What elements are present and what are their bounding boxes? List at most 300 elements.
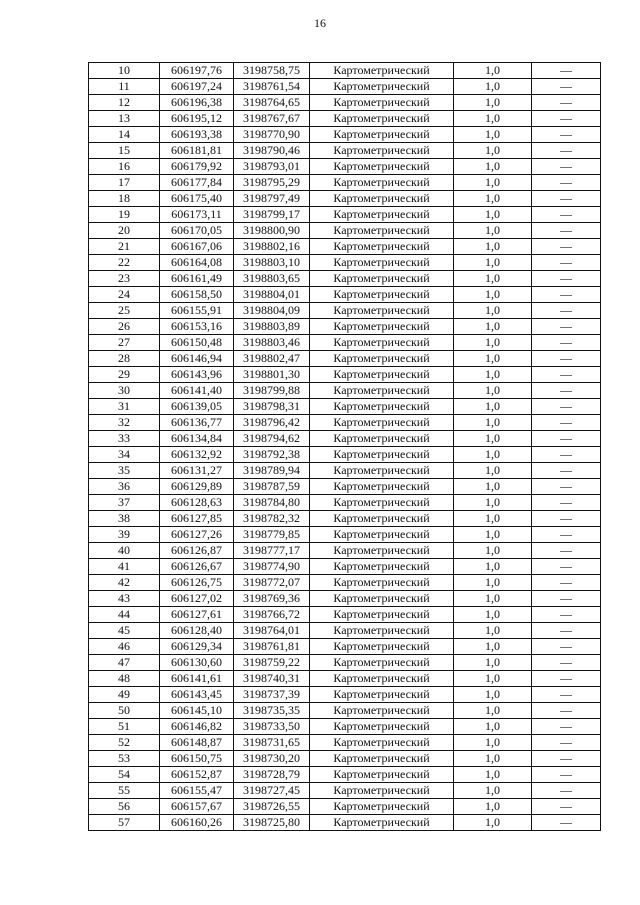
y-coordinate-cell: 3198789,94	[234, 463, 310, 479]
method-cell: Картометрический	[310, 735, 454, 751]
description-cell: —	[532, 703, 601, 719]
table-row	[89, 159, 601, 175]
description-cell: —	[532, 543, 601, 559]
description-cell: —	[532, 399, 601, 415]
table-row	[89, 543, 601, 559]
description-cell: —	[532, 575, 601, 591]
accuracy-cell: 1,0	[454, 639, 532, 655]
table-row	[89, 191, 601, 207]
description-cell: —	[532, 79, 601, 95]
accuracy-cell: 1,0	[454, 815, 532, 831]
x-coordinate-cell: 606130,60	[160, 655, 234, 671]
point-number-cell: 18	[89, 191, 160, 207]
x-coordinate-cell: 606157,67	[160, 799, 234, 815]
method-cell: Картометрический	[310, 399, 454, 415]
description-cell: —	[532, 223, 601, 239]
description-cell: —	[532, 367, 601, 383]
description-cell: —	[532, 479, 601, 495]
method-cell: Картометрический	[310, 559, 454, 575]
method-cell: Картометрический	[310, 271, 454, 287]
table-row	[89, 607, 601, 623]
y-coordinate-cell: 3198772,07	[234, 575, 310, 591]
point-number-cell: 46	[89, 639, 160, 655]
x-coordinate-cell: 606128,40	[160, 623, 234, 639]
x-coordinate-cell: 606143,45	[160, 687, 234, 703]
description-cell: —	[532, 255, 601, 271]
method-cell: Картометрический	[310, 207, 454, 223]
x-coordinate-cell: 606158,50	[160, 287, 234, 303]
method-cell: Картометрический	[310, 751, 454, 767]
accuracy-cell: 1,0	[454, 239, 532, 255]
method-cell: Картометрический	[310, 639, 454, 655]
table-row	[89, 95, 601, 111]
y-coordinate-cell: 3198777,17	[234, 543, 310, 559]
point-number-cell: 19	[89, 207, 160, 223]
x-coordinate-cell: 606170,05	[160, 223, 234, 239]
point-number-cell: 34	[89, 447, 160, 463]
method-cell: Картометрический	[310, 799, 454, 815]
accuracy-cell: 1,0	[454, 255, 532, 271]
x-coordinate-cell: 606197,76	[160, 63, 234, 79]
x-coordinate-cell: 606129,34	[160, 639, 234, 655]
point-number-cell: 12	[89, 95, 160, 111]
x-coordinate-cell: 606153,16	[160, 319, 234, 335]
point-number-cell: 25	[89, 303, 160, 319]
method-cell: Картометрический	[310, 687, 454, 703]
y-coordinate-cell: 3198804,09	[234, 303, 310, 319]
x-coordinate-cell: 606143,96	[160, 367, 234, 383]
accuracy-cell: 1,0	[454, 143, 532, 159]
method-cell: Картометрический	[310, 335, 454, 351]
x-coordinate-cell: 606195,12	[160, 111, 234, 127]
point-number-cell: 11	[89, 79, 160, 95]
point-number-cell: 49	[89, 687, 160, 703]
y-coordinate-cell: 3198803,89	[234, 319, 310, 335]
table-row	[89, 287, 601, 303]
point-number-cell: 39	[89, 527, 160, 543]
description-cell: —	[532, 687, 601, 703]
y-coordinate-cell: 3198802,47	[234, 351, 310, 367]
point-number-cell: 47	[89, 655, 160, 671]
x-coordinate-cell: 606175,40	[160, 191, 234, 207]
x-coordinate-cell: 606132,92	[160, 447, 234, 463]
point-number-cell: 20	[89, 223, 160, 239]
description-cell: —	[532, 271, 601, 287]
x-coordinate-cell: 606181,81	[160, 143, 234, 159]
method-cell: Картометрический	[310, 111, 454, 127]
x-coordinate-cell: 606127,61	[160, 607, 234, 623]
method-cell: Картометрический	[310, 63, 454, 79]
table-row	[89, 319, 601, 335]
accuracy-cell: 1,0	[454, 735, 532, 751]
method-cell: Картометрический	[310, 159, 454, 175]
table-row	[89, 351, 601, 367]
method-cell: Картометрический	[310, 479, 454, 495]
description-cell: —	[532, 655, 601, 671]
point-number-cell: 16	[89, 159, 160, 175]
table-row	[89, 415, 601, 431]
accuracy-cell: 1,0	[454, 207, 532, 223]
y-coordinate-cell: 3198787,59	[234, 479, 310, 495]
point-number-cell: 29	[89, 367, 160, 383]
y-coordinate-cell: 3198779,85	[234, 527, 310, 543]
x-coordinate-cell: 606196,38	[160, 95, 234, 111]
y-coordinate-cell: 3198730,20	[234, 751, 310, 767]
method-cell: Картометрический	[310, 255, 454, 271]
method-cell: Картометрический	[310, 415, 454, 431]
y-coordinate-cell: 3198761,54	[234, 79, 310, 95]
table-row	[89, 703, 601, 719]
method-cell: Картометрический	[310, 671, 454, 687]
method-cell: Картометрический	[310, 575, 454, 591]
table-row	[89, 479, 601, 495]
table-row	[89, 719, 601, 735]
table-row	[89, 815, 601, 831]
point-number-cell: 43	[89, 591, 160, 607]
point-number-cell: 32	[89, 415, 160, 431]
accuracy-cell: 1,0	[454, 399, 532, 415]
x-coordinate-cell: 606173,11	[160, 207, 234, 223]
y-coordinate-cell: 3198803,46	[234, 335, 310, 351]
point-number-cell: 42	[89, 575, 160, 591]
point-number-cell: 56	[89, 799, 160, 815]
accuracy-cell: 1,0	[454, 191, 532, 207]
x-coordinate-cell: 606139,05	[160, 399, 234, 415]
accuracy-cell: 1,0	[454, 591, 532, 607]
accuracy-cell: 1,0	[454, 95, 532, 111]
table-row	[89, 735, 601, 751]
y-coordinate-cell: 3198794,62	[234, 431, 310, 447]
y-coordinate-cell: 3198792,38	[234, 447, 310, 463]
accuracy-cell: 1,0	[454, 671, 532, 687]
accuracy-cell: 1,0	[454, 687, 532, 703]
method-cell: Картометрический	[310, 623, 454, 639]
table-row	[89, 207, 601, 223]
method-cell: Картометрический	[310, 303, 454, 319]
table-row	[89, 623, 601, 639]
table-body	[89, 63, 601, 831]
accuracy-cell: 1,0	[454, 79, 532, 95]
x-coordinate-cell: 606126,87	[160, 543, 234, 559]
method-cell: Картометрический	[310, 783, 454, 799]
description-cell: —	[532, 607, 601, 623]
point-number-cell: 28	[89, 351, 160, 367]
description-cell: —	[532, 495, 601, 511]
y-coordinate-cell: 3198797,49	[234, 191, 310, 207]
point-number-cell: 33	[89, 431, 160, 447]
accuracy-cell: 1,0	[454, 447, 532, 463]
description-cell: —	[532, 511, 601, 527]
x-coordinate-cell: 606152,87	[160, 767, 234, 783]
accuracy-cell: 1,0	[454, 351, 532, 367]
y-coordinate-cell: 3198735,35	[234, 703, 310, 719]
method-cell: Картометрический	[310, 223, 454, 239]
method-cell: Картометрический	[310, 239, 454, 255]
table-row	[89, 799, 601, 815]
point-number-cell: 10	[89, 63, 160, 79]
x-coordinate-cell: 606160,26	[160, 815, 234, 831]
y-coordinate-cell: 3198758,75	[234, 63, 310, 79]
table-row	[89, 767, 601, 783]
method-cell: Картометрический	[310, 495, 454, 511]
method-cell: Картометрический	[310, 463, 454, 479]
accuracy-cell: 1,0	[454, 223, 532, 239]
accuracy-cell: 1,0	[454, 559, 532, 575]
accuracy-cell: 1,0	[454, 575, 532, 591]
x-coordinate-cell: 606155,91	[160, 303, 234, 319]
point-number-cell: 57	[89, 815, 160, 831]
accuracy-cell: 1,0	[454, 63, 532, 79]
accuracy-cell: 1,0	[454, 127, 532, 143]
accuracy-cell: 1,0	[454, 111, 532, 127]
description-cell: —	[532, 719, 601, 735]
x-coordinate-cell: 606127,85	[160, 511, 234, 527]
accuracy-cell: 1,0	[454, 751, 532, 767]
description-cell: —	[532, 671, 601, 687]
y-coordinate-cell: 3198767,67	[234, 111, 310, 127]
method-cell: Картометрический	[310, 127, 454, 143]
description-cell: —	[532, 239, 601, 255]
table-row	[89, 175, 601, 191]
table-row	[89, 527, 601, 543]
description-cell: —	[532, 95, 601, 111]
y-coordinate-cell: 3198774,90	[234, 559, 310, 575]
x-coordinate-cell: 606155,47	[160, 783, 234, 799]
method-cell: Картометрический	[310, 319, 454, 335]
method-cell: Картометрический	[310, 719, 454, 735]
y-coordinate-cell: 3198733,50	[234, 719, 310, 735]
y-coordinate-cell: 3198801,30	[234, 367, 310, 383]
description-cell: —	[532, 431, 601, 447]
accuracy-cell: 1,0	[454, 623, 532, 639]
description-cell: —	[532, 159, 601, 175]
x-coordinate-cell: 606150,75	[160, 751, 234, 767]
description-cell: —	[532, 735, 601, 751]
x-coordinate-cell: 606164,08	[160, 255, 234, 271]
description-cell: —	[532, 527, 601, 543]
y-coordinate-cell: 3198799,17	[234, 207, 310, 223]
x-coordinate-cell: 606148,87	[160, 735, 234, 751]
x-coordinate-cell: 606146,94	[160, 351, 234, 367]
method-cell: Картометрический	[310, 447, 454, 463]
accuracy-cell: 1,0	[454, 303, 532, 319]
description-cell: —	[532, 175, 601, 191]
description-cell: —	[532, 559, 601, 575]
point-number-cell: 15	[89, 143, 160, 159]
point-number-cell: 30	[89, 383, 160, 399]
y-coordinate-cell: 3198761,81	[234, 639, 310, 655]
point-number-cell: 40	[89, 543, 160, 559]
description-cell: —	[532, 639, 601, 655]
x-coordinate-cell: 606197,24	[160, 79, 234, 95]
table-row	[89, 447, 601, 463]
table-row	[89, 639, 601, 655]
point-number-cell: 44	[89, 607, 160, 623]
point-number-cell: 48	[89, 671, 160, 687]
table-row	[89, 783, 601, 799]
accuracy-cell: 1,0	[454, 479, 532, 495]
description-cell: —	[532, 351, 601, 367]
table-row	[89, 303, 601, 319]
coordinates-table	[88, 62, 601, 831]
point-number-cell: 13	[89, 111, 160, 127]
table-row	[89, 431, 601, 447]
point-number-cell: 17	[89, 175, 160, 191]
y-coordinate-cell: 3198769,36	[234, 591, 310, 607]
method-cell: Картометрический	[310, 79, 454, 95]
accuracy-cell: 1,0	[454, 287, 532, 303]
accuracy-cell: 1,0	[454, 271, 532, 287]
accuracy-cell: 1,0	[454, 543, 532, 559]
table-row	[89, 79, 601, 95]
description-cell: —	[532, 415, 601, 431]
y-coordinate-cell: 3198737,39	[234, 687, 310, 703]
method-cell: Картометрический	[310, 143, 454, 159]
table-row	[89, 239, 601, 255]
y-coordinate-cell: 3198795,29	[234, 175, 310, 191]
y-coordinate-cell: 3198782,32	[234, 511, 310, 527]
description-cell: —	[532, 335, 601, 351]
table-row	[89, 367, 601, 383]
y-coordinate-cell: 3198793,01	[234, 159, 310, 175]
description-cell: —	[532, 799, 601, 815]
description-cell: —	[532, 207, 601, 223]
accuracy-cell: 1,0	[454, 335, 532, 351]
page-number: 16	[314, 16, 326, 30]
method-cell: Картометрический	[310, 191, 454, 207]
method-cell: Картометрический	[310, 511, 454, 527]
description-cell: —	[532, 463, 601, 479]
method-cell: Картометрический	[310, 367, 454, 383]
x-coordinate-cell: 606126,75	[160, 575, 234, 591]
method-cell: Картометрический	[310, 591, 454, 607]
y-coordinate-cell: 3198764,01	[234, 623, 310, 639]
accuracy-cell: 1,0	[454, 495, 532, 511]
table-row	[89, 111, 601, 127]
y-coordinate-cell: 3198784,80	[234, 495, 310, 511]
table-row	[89, 495, 601, 511]
point-number-cell: 35	[89, 463, 160, 479]
description-cell: —	[532, 751, 601, 767]
y-coordinate-cell: 3198790,46	[234, 143, 310, 159]
method-cell: Картометрический	[310, 703, 454, 719]
description-cell: —	[532, 143, 601, 159]
accuracy-cell: 1,0	[454, 367, 532, 383]
accuracy-cell: 1,0	[454, 511, 532, 527]
description-cell: —	[532, 287, 601, 303]
method-cell: Картометрический	[310, 383, 454, 399]
x-coordinate-cell: 606150,48	[160, 335, 234, 351]
accuracy-cell: 1,0	[454, 655, 532, 671]
x-coordinate-cell: 606146,82	[160, 719, 234, 735]
method-cell: Картометрический	[310, 815, 454, 831]
table-row	[89, 559, 601, 575]
y-coordinate-cell: 3198799,88	[234, 383, 310, 399]
table-row	[89, 255, 601, 271]
description-cell: —	[532, 815, 601, 831]
description-cell: —	[532, 783, 601, 799]
method-cell: Картометрический	[310, 767, 454, 783]
method-cell: Картометрический	[310, 175, 454, 191]
y-coordinate-cell: 3198726,55	[234, 799, 310, 815]
table-row	[89, 463, 601, 479]
x-coordinate-cell: 606127,02	[160, 591, 234, 607]
method-cell: Картометрический	[310, 607, 454, 623]
x-coordinate-cell: 606129,89	[160, 479, 234, 495]
description-cell: —	[532, 591, 601, 607]
point-number-cell: 37	[89, 495, 160, 511]
table-row	[89, 63, 601, 79]
description-cell: —	[532, 767, 601, 783]
method-cell: Картометрический	[310, 351, 454, 367]
table-row	[89, 271, 601, 287]
point-number-cell: 23	[89, 271, 160, 287]
accuracy-cell: 1,0	[454, 383, 532, 399]
point-number-cell: 21	[89, 239, 160, 255]
table-row	[89, 751, 601, 767]
y-coordinate-cell: 3198759,22	[234, 655, 310, 671]
y-coordinate-cell: 3198770,90	[234, 127, 310, 143]
description-cell: —	[532, 383, 601, 399]
x-coordinate-cell: 606128,63	[160, 495, 234, 511]
method-cell: Картометрический	[310, 431, 454, 447]
description-cell: —	[532, 447, 601, 463]
accuracy-cell: 1,0	[454, 159, 532, 175]
point-number-cell: 31	[89, 399, 160, 415]
description-cell: —	[532, 319, 601, 335]
point-number-cell: 52	[89, 735, 160, 751]
y-coordinate-cell: 3198764,65	[234, 95, 310, 111]
point-number-cell: 53	[89, 751, 160, 767]
point-number-cell: 38	[89, 511, 160, 527]
point-number-cell: 51	[89, 719, 160, 735]
x-coordinate-cell: 606167,06	[160, 239, 234, 255]
accuracy-cell: 1,0	[454, 415, 532, 431]
y-coordinate-cell: 3198800,90	[234, 223, 310, 239]
accuracy-cell: 1,0	[454, 767, 532, 783]
table-row	[89, 575, 601, 591]
x-coordinate-cell: 606177,84	[160, 175, 234, 191]
y-coordinate-cell: 3198804,01	[234, 287, 310, 303]
accuracy-cell: 1,0	[454, 175, 532, 191]
table-row	[89, 671, 601, 687]
table-row	[89, 383, 601, 399]
table-row	[89, 335, 601, 351]
description-cell: —	[532, 303, 601, 319]
point-number-cell: 50	[89, 703, 160, 719]
accuracy-cell: 1,0	[454, 607, 532, 623]
description-cell: —	[532, 623, 601, 639]
method-cell: Картометрический	[310, 95, 454, 111]
description-cell: —	[532, 191, 601, 207]
point-number-cell: 14	[89, 127, 160, 143]
method-cell: Картометрический	[310, 527, 454, 543]
y-coordinate-cell: 3198728,79	[234, 767, 310, 783]
point-number-cell: 26	[89, 319, 160, 335]
y-coordinate-cell: 3198802,16	[234, 239, 310, 255]
point-number-cell: 55	[89, 783, 160, 799]
method-cell: Картометрический	[310, 287, 454, 303]
y-coordinate-cell: 3198803,65	[234, 271, 310, 287]
y-coordinate-cell: 3198731,65	[234, 735, 310, 751]
x-coordinate-cell: 606179,92	[160, 159, 234, 175]
table-row	[89, 511, 601, 527]
accuracy-cell: 1,0	[454, 703, 532, 719]
table-row	[89, 655, 601, 671]
accuracy-cell: 1,0	[454, 799, 532, 815]
x-coordinate-cell: 606141,61	[160, 671, 234, 687]
y-coordinate-cell: 3198803,10	[234, 255, 310, 271]
